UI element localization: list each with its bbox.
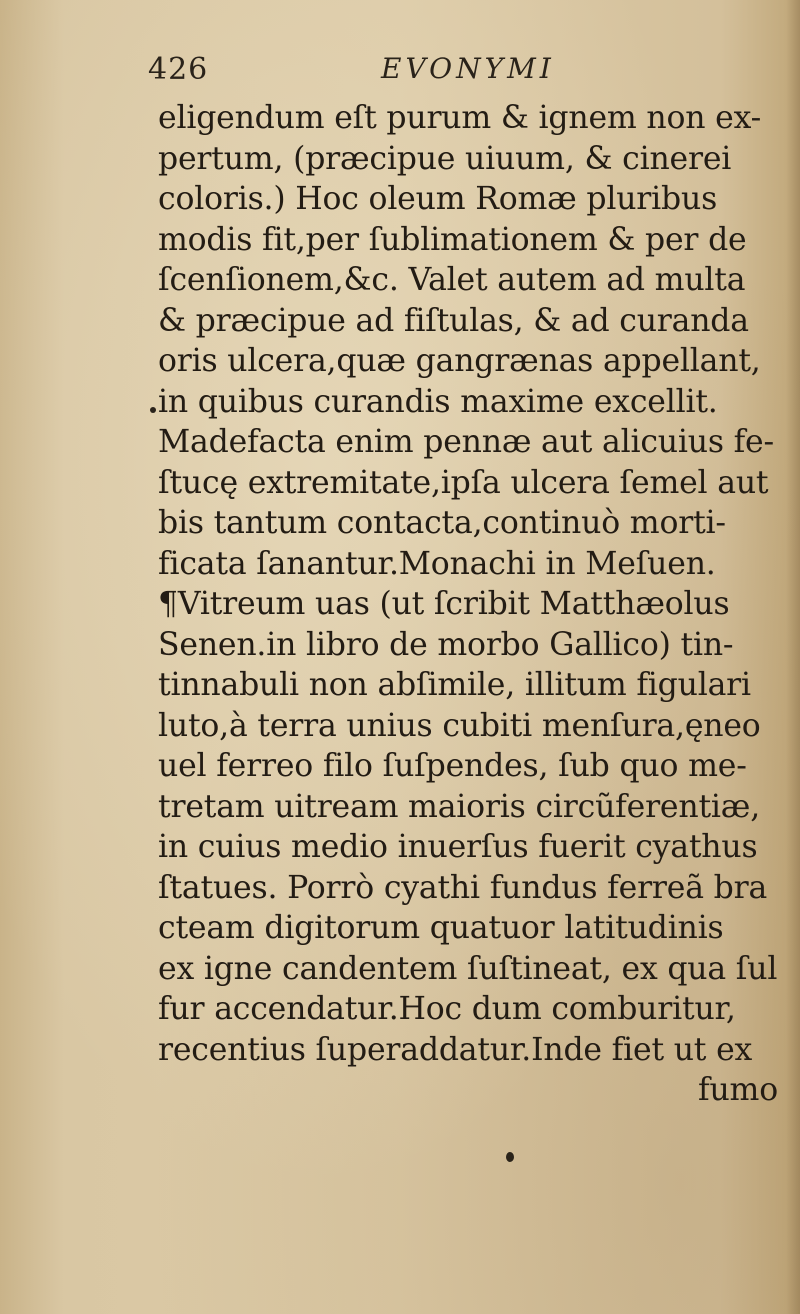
text-line: ſcenſionem,&c. Valet autem ad multa: [158, 262, 746, 298]
text-line: ficata ſanantur.Monachi in Meſuen.: [158, 545, 716, 582]
text-line: & præcipue ad fiſtulas, & ad curanda: [158, 302, 749, 339]
text-line: ¶Vitreum uas (ut ſcribit Matthæolus: [158, 586, 730, 622]
text-line: Madefacta enim pennæ aut alicuius fe-: [158, 424, 774, 460]
text-line: tinnabuli non abſimile, illitum figulari: [158, 667, 751, 703]
text-line: oris ulcera,quæ gangrænas appellant,: [158, 343, 761, 379]
text-line: ex igne candentem ſuſtineat, ex qua ſul: [158, 950, 778, 987]
text-line: tretam uitream maioris circũferentiæ,: [158, 788, 761, 825]
running-title: EVONYMI: [381, 52, 555, 85]
text-line: cteam digitorum quatuor latitudinis: [158, 910, 724, 946]
text-line: uel ferreo filo ſuſpendes, ſub quo me-: [158, 748, 747, 784]
catchword: fumo: [698, 1072, 778, 1108]
page-edge-shadow: [786, 0, 800, 1314]
text-line: fur accendatur.Hoc dum comburitur,: [158, 991, 736, 1027]
text-line: luto,à terra unius cubiti menſura,ęneo: [158, 707, 761, 744]
body-text: [158, 98, 788, 1111]
text-line: pertum, (præcipue uiuum, & cinerei: [158, 140, 732, 177]
text-line: bis tantum contacta,continuò morti-: [158, 505, 726, 541]
text-line: in quibus curandis maxime excellit.: [158, 383, 718, 420]
text-line: eligendum eſt purum & ignem non ex-: [158, 100, 762, 136]
text-line: ſtucę extremitate,ipſa ulcera ſemel aut: [158, 464, 769, 501]
page-header: [148, 52, 748, 92]
ink-dot-mark: [150, 407, 156, 413]
text-line: coloris.) Hoc oleum Romæ pluribus: [158, 181, 718, 217]
text-line: modis fit,per ſublimationem & per de: [158, 221, 747, 258]
ink-dot-mark: [506, 1152, 514, 1162]
text-line: ſtatues. Porrò cyathi fundus ferreã bra: [158, 869, 768, 906]
text-line: in cuius medio inuerſus fuerit cyathus: [158, 829, 758, 865]
text-line: recentius ſuperaddatur.Inde fiet ut ex: [158, 1031, 753, 1068]
page-number: 426: [148, 52, 209, 87]
text-line: Senen.in libro de morbo Gallico) tin-: [158, 626, 734, 663]
